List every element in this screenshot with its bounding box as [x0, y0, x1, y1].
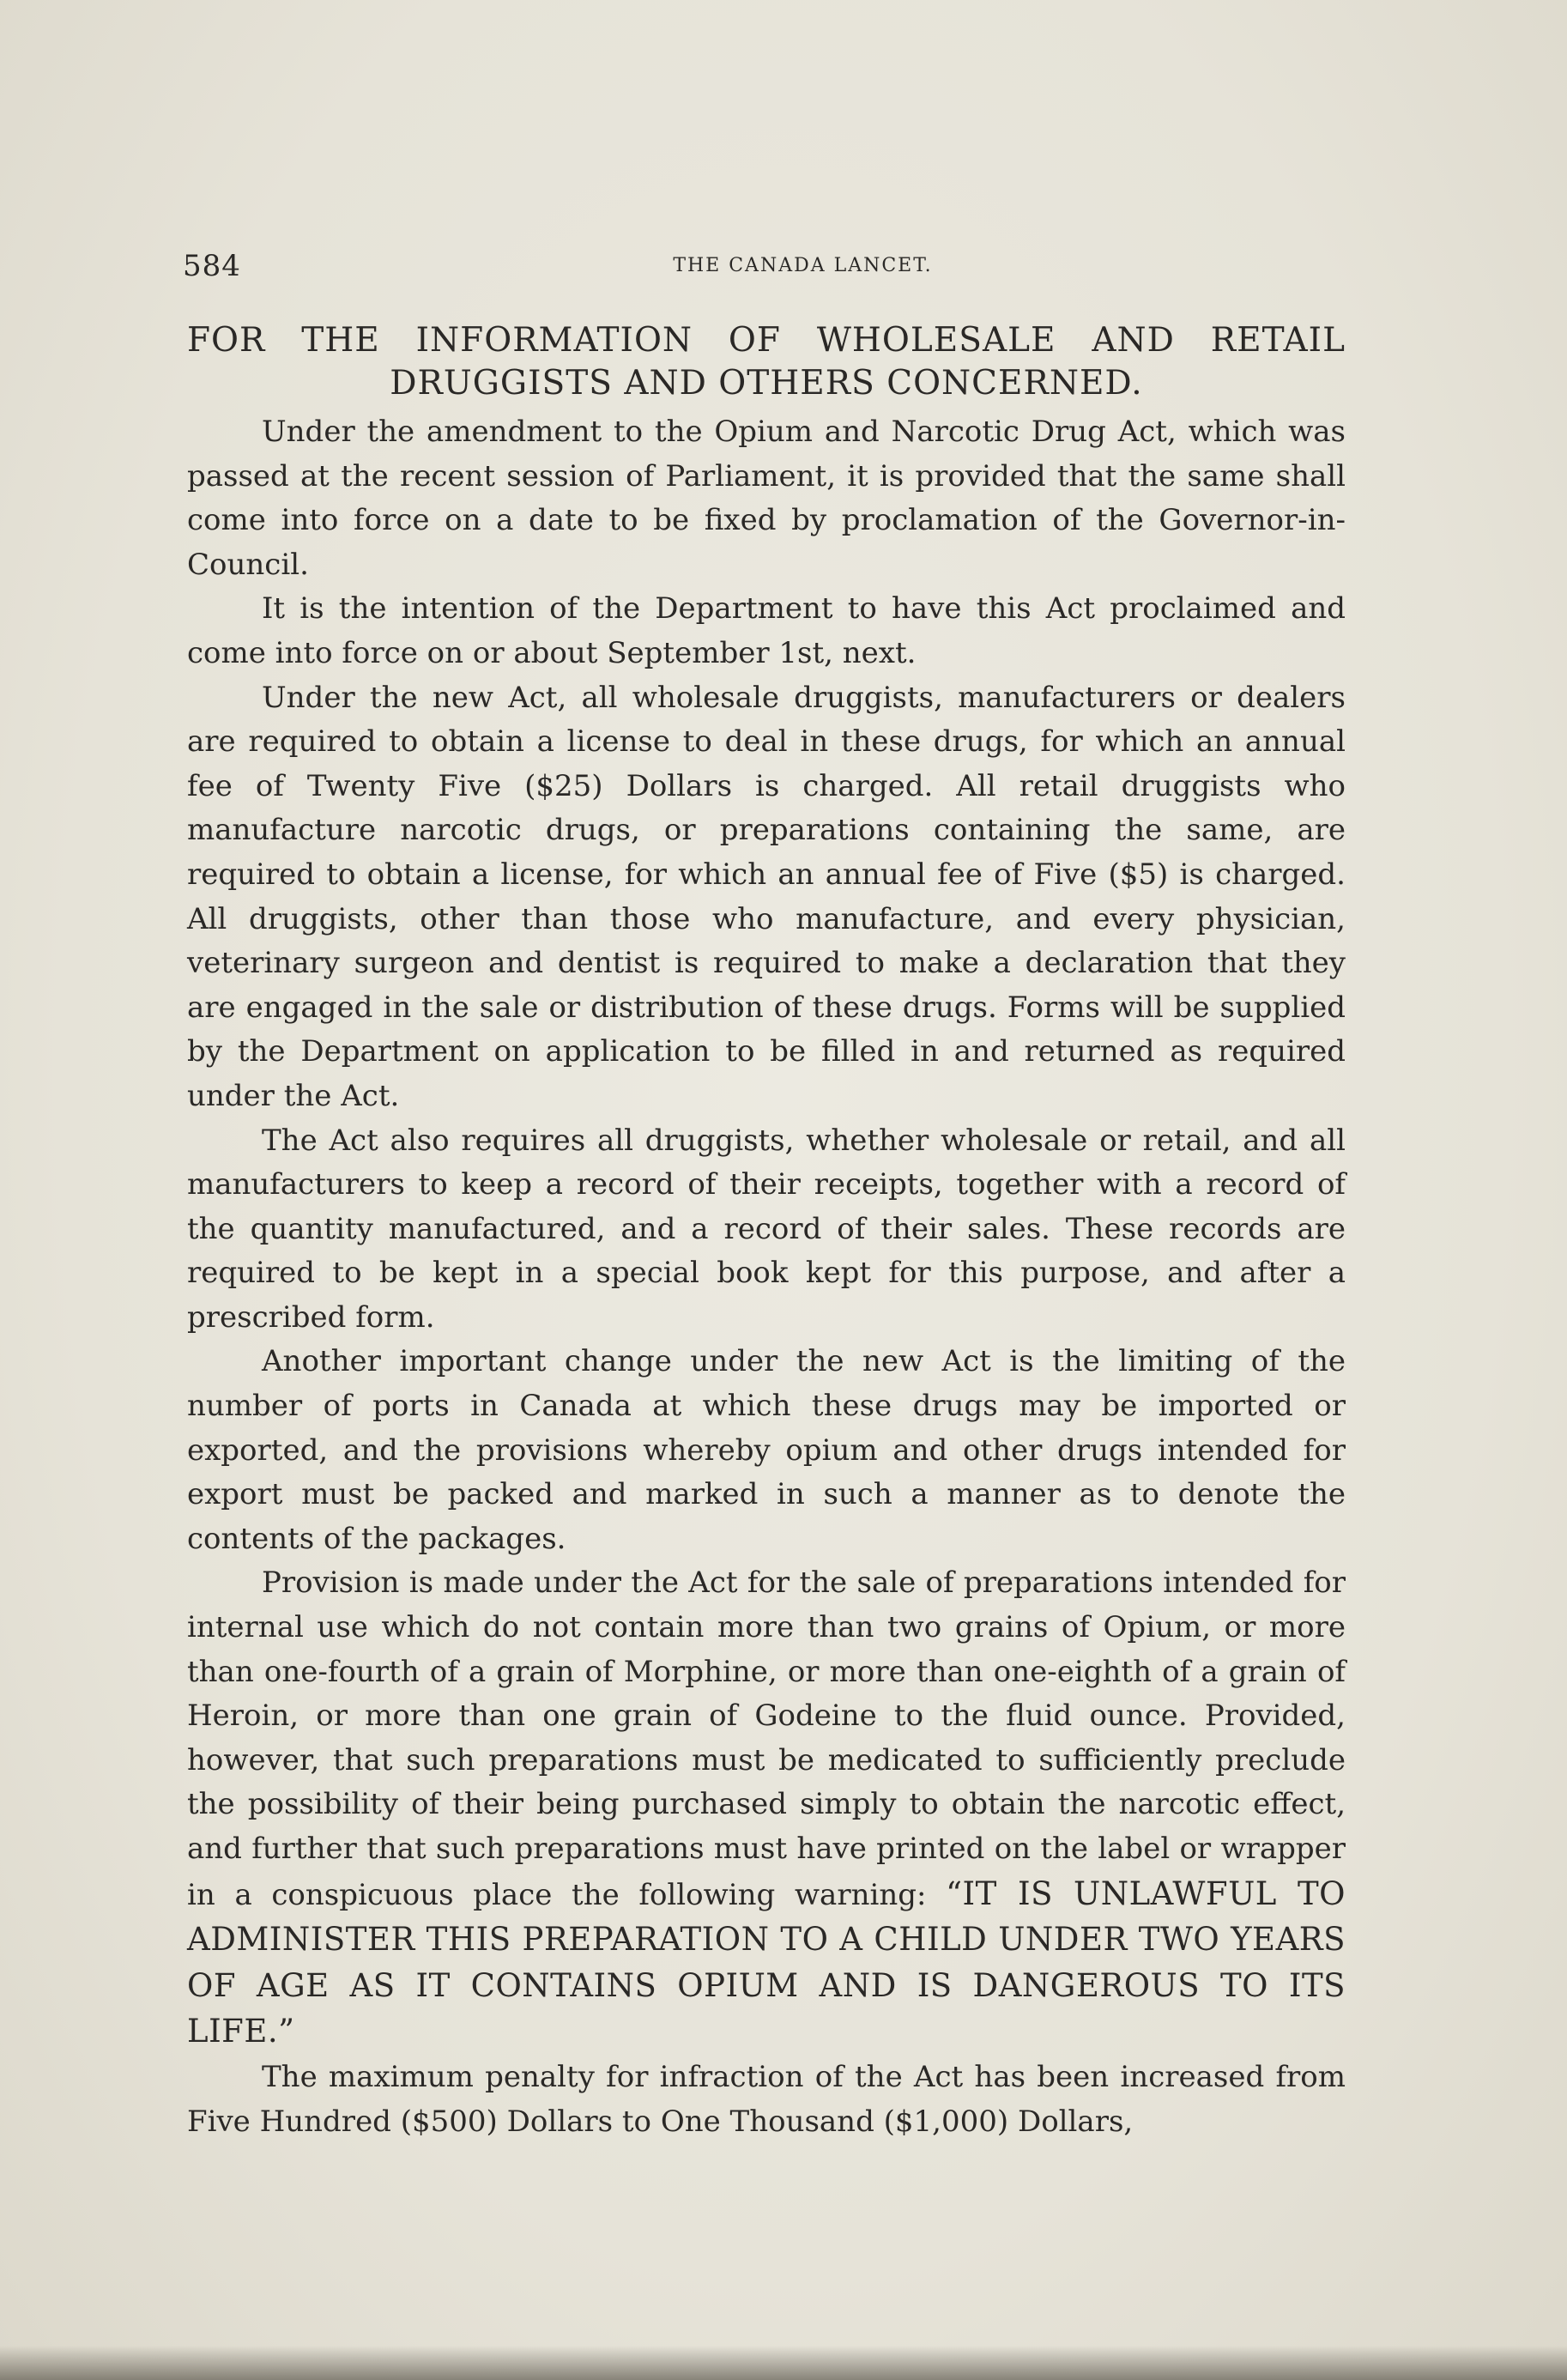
page-bottom-shadow: [0, 2346, 1567, 2380]
paragraph-5: Another important change under the new Act is the limiting of the number of ports in Canada at which these drugs may be imported or exported, and the provisions whereby opium and other drugs intended for export must be packed and marked in such a manner as to denote the contents of the packages.: [187, 1344, 1346, 1556]
page-header: [183, 245, 1346, 288]
paragraph-6-text: Provision is made under the Act for the sale of preparations intended for internal use which do not contain more than two grains of Opium, or more than one-fourth of a grain of Morphine, or more than one-eighth of a grain of Heroin, or more than one grain of Godeine to the fluid ounce. Provided, however, that such preparations must be medicated to sufficiently preclude the possibility of their being purchased simply to obtain the narcotic effect, and further that such preparations must have printed on the label or wrapper in a conspicuous place the following warning:: [187, 1565, 1346, 1912]
running-title: THE CANADA LANCET.: [673, 255, 933, 276]
warning-label-text: “IT IS UNLAWFUL TO ADMINISTER THIS PREPARATION TO A CHILD UNDER TWO YEARS OF AGE AS IT CONTAINS OPIUM AND IS DANGEROUS TO ITS LIFE.”: [187, 1874, 1346, 2050]
page-number: 584: [183, 249, 241, 283]
paragraph-2: It is the intention of the Department to have this Act proclaimed and come into force on or about September 1st, next.: [187, 591, 1346, 670]
article-title: [187, 319, 1346, 405]
article-title-line-2: DRUGGISTS AND OTHERS CONCERNED.: [390, 364, 1143, 403]
article-title-line-1: FOR THE INFORMATION OF WHOLESALE AND RETAIL: [187, 321, 1346, 360]
article-body: [187, 319, 1346, 2144]
paragraph-6: [187, 1561, 1346, 2056]
paragraph-7: The maximum penalty for infraction of the Act has been increased from Five Hundred ($500) Dollars to One Thousand ($1,000) Dollars,: [187, 2059, 1346, 2139]
paragraph-1: Under the amendment to the Opium and Narcotic Drug Act, which was passed at the recent session of Parliament, it is provided that the same shall come into force on a date to be fixed by proclamation of the Governor-in-Council.: [187, 415, 1346, 582]
paragraph-4: The Act also requires all druggists, whether wholesale or retail, and all manufacturers to keep a record of their receipts, together with a record of the quantity manufactured, and a record of their sales. These records are required to be kept in a special book kept for this purpose, and after a prescribed form.: [187, 1123, 1346, 1335]
paragraph-3: Under the new Act, all wholesale druggists, manufacturers or dealers are required to obtain a license to deal in these drugs, for which an annual fee of Twenty Five ($25) Dollars is charged. All retail druggists who manufacture narcotic drugs, or preparations containing the same, are required to obtain a license, for which an annual fee of Five ($5) is charged. All druggists, other than those who manufacture, and every physician, veterinary surgeon and dentist is required to make a declaration that they are engaged in the sale or distribution of these drugs. Forms will be supplied by the Department on application to be filled in and returned as required under the Act.: [187, 680, 1346, 1113]
